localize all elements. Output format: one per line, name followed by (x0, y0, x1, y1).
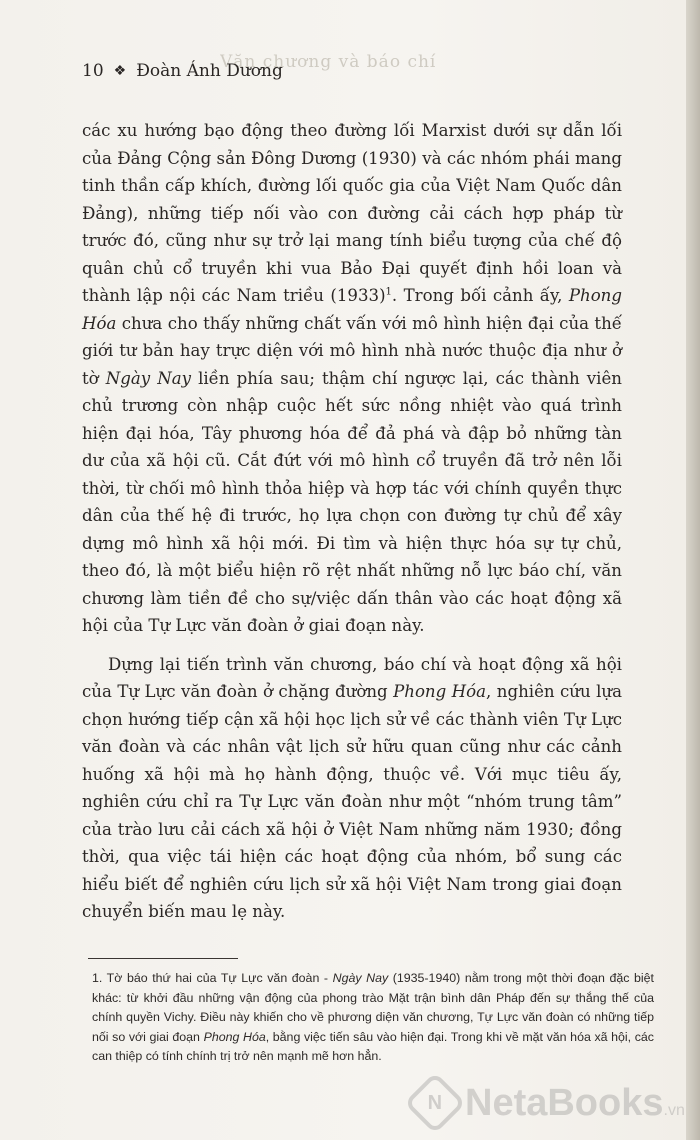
footnote-ref: 1 (385, 286, 392, 298)
paragraph-2: Dựng lại tiến trình văn chương, báo chí và hoạt động xã hội của Tự Lực văn đoàn ở chặng đường Phong Hóa, nghiên cứu lựa chọn hướng tiếp cận xã hội học lịch sử về các thành viên Tự Lực văn đoàn và các nhân vật lịch sử hữu quan cũng như các cảnh huống xã hội mà họ hành động, thuộc về. Với mục tiêu ấy, nghiên cứu chỉ ra Tự Lực văn đoàn như một “nhóm trung tâm” của trào lưu cải cách xã hội ở Việt Nam những năm 1930; đồng thời, qua việc tái hiện các hoạt động của nhóm, bổ sung các hiểu biết để nghiên cứu lịch sử xã hội Việt Nam trong giai đoạn chuyển biến mau lẹ này. (82, 654, 623, 921)
author-name: Đoàn Ánh Dương (136, 61, 283, 81)
italic-title: Ngày Nay (105, 368, 191, 388)
main-text (82, 117, 622, 926)
paragraph-1: các xu hướng bạo động theo đường lối Marxist dưới sự dẫn lối của Đảng Cộng sản Đông Dương (1930) và các nhóm phái mang tinh thần cấp khích, đường lối quốc gia của Việt Nam Quốc dân Đảng), những tiếp nối vào con đường cải cách hợp pháp từ trước đó, cũng như sự trở lại mang tính biểu tượng của chế độ quân chủ cổ truyền khi vua Bảo Đại quyết định hồi loan và thành lập nội các Nam triều $(1933)^1$. Trong bối cảnh ấy, Phong Hóa chưa cho thấy những chất vấn với mô hình hiện đại của thế giới tư bản hay trực diện với mô hình nhà nước thuộc địa như ở tờ Ngày Nay liền phía sau; thậm chí ngược lại, các thành viên chủ trương còn nhập cuộc hết sức nồng nhiệt vào quá trình hiện đại hóa, Tây phương hóa để đả phá và đập bỏ những tàn dư của xã hội cũ. Cắt đứt với mô hình cổ truyền đã trở nên lỗi thời, từ chối mô hình thỏa hiệp và hợp tác với chính quyền thực dân của thế hệ đi trước, họ lựa chọn con đường tự chủ để xây dựng mô hình xã hội mới. Đi tìm và hiện thực hóa sự tự chủ, theo đó, là một biểu hiện rõ rệt nhất những nỗ lực báo chí, văn chương làm tiền đề cho sự/việc dấn thân vào các hoạt động xã hội của Tự Lực văn đoàn ở giai đoạn này. (82, 121, 622, 635)
page-edge (686, 0, 700, 1140)
netabooks-logo-icon: N (404, 1072, 466, 1134)
footnote-divider (88, 958, 238, 959)
running-header (82, 58, 283, 84)
italic-title: Phong Hóa (393, 682, 487, 701)
footnote: 1. Tờ báo thứ hai của Tự Lực văn đoàn - Ngày Nay (1935-1940) nằm trong một thời đoạn đặc biệt khác: từ khởi đầu những vận động của phong trào Mặt trận bình dân Pháp đến sự thắng thế của chính quyền Vichy. Điều này khiến cho về phương diện văn chương, Tự Lực văn đoàn có những tiếp nối so với giai đoạn Phong Hóa, bằng việc tiến sâu vào hiện đại. Trong khi về mặt văn hóa xã hội, các can thiệp có tính chính trị trở nên mạnh mẽ hơn hẳn. (92, 971, 655, 1064)
italic-title: Phong Hóa (82, 286, 622, 333)
page-number: 10 (82, 61, 104, 81)
show-through-text: Văn chương và báo chí (220, 52, 437, 72)
watermark (413, 1066, 700, 1140)
ornament-icon: ❖ (113, 63, 127, 79)
watermark-brand: NetaBooks.vn (465, 1081, 685, 1124)
